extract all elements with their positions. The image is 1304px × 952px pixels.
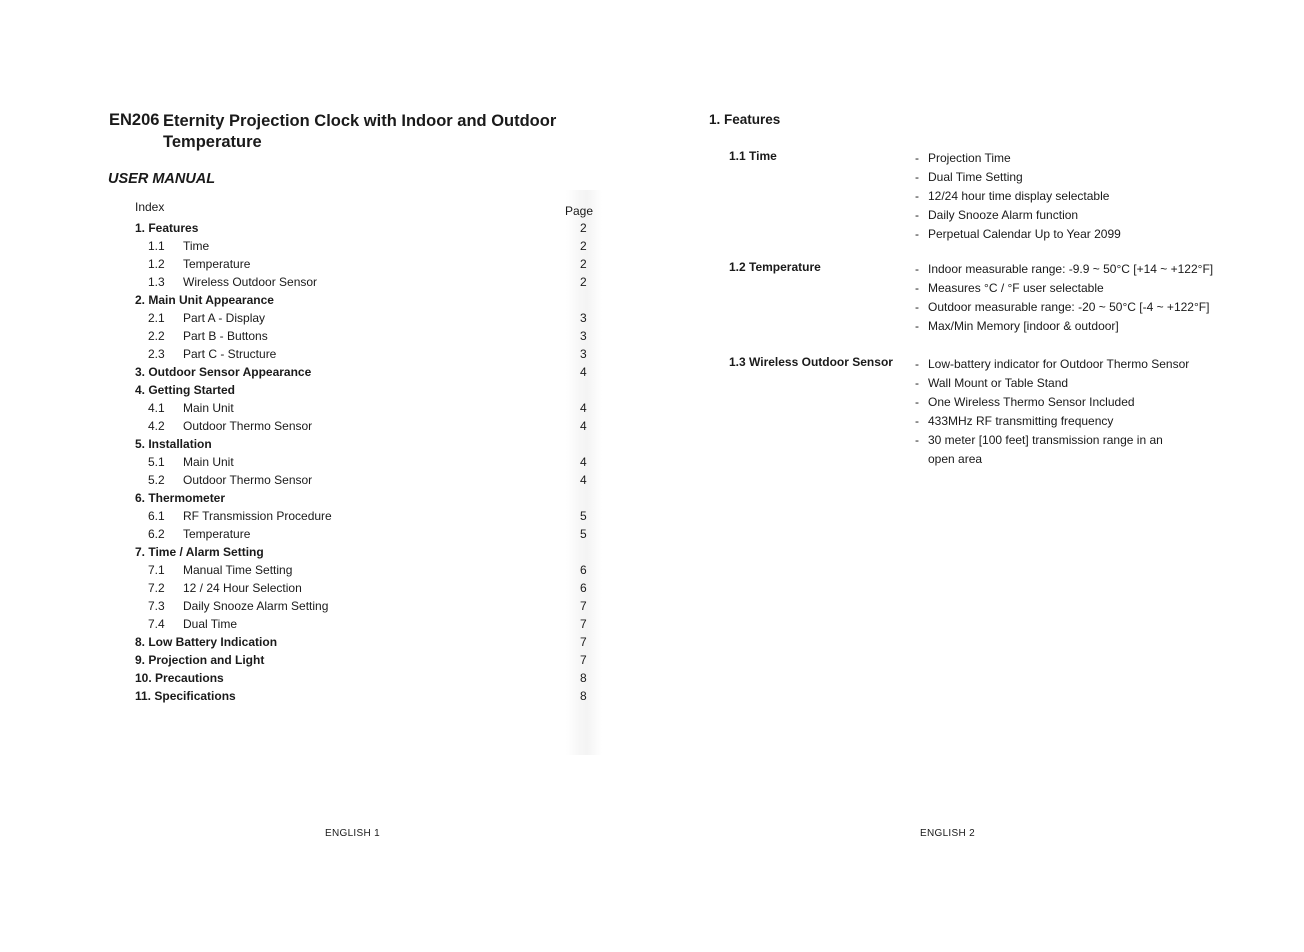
toc-entry-title: Part B - Buttons	[183, 329, 268, 343]
toc-entry-number: 7.2	[148, 581, 165, 595]
bullet-dash: -	[915, 151, 919, 165]
feature-item	[915, 206, 1121, 225]
toc-entry-number: 4.2	[148, 419, 165, 433]
toc-page-number: 8	[580, 689, 587, 703]
toc-entry-title: Wireless Outdoor Sensor	[183, 275, 318, 289]
toc-sub-row	[135, 615, 595, 633]
toc-entry-number: 1.3	[148, 275, 165, 289]
toc-entry-title: Temperature	[183, 257, 251, 271]
feature-item	[915, 298, 1213, 317]
toc-entry-title: 1. Features	[135, 221, 199, 235]
feature-label: 1.1 Time	[729, 149, 777, 163]
toc-chapter-row	[135, 543, 595, 561]
toc-entry-title: Part A - Display	[183, 311, 266, 325]
feature-item	[915, 168, 1121, 187]
toc-header	[135, 200, 595, 219]
feature-label: 1.2 Temperature	[729, 260, 821, 274]
toc-sub-row	[135, 561, 595, 579]
bullet-dash: -	[915, 395, 919, 409]
toc-entry-number: 7.3	[148, 599, 165, 613]
toc-entry-title: 8. Low Battery Indication	[135, 635, 278, 649]
toc-sub-row	[135, 471, 595, 489]
feature-text: Perpetual Calendar Up to Year 2099	[928, 227, 1121, 241]
feature-item	[915, 431, 1189, 450]
toc-page-number: 7	[580, 635, 587, 649]
feature-text: Daily Snooze Alarm function	[928, 208, 1079, 222]
toc-page-number: 2	[580, 221, 587, 235]
toc-sub-row	[135, 399, 595, 417]
feature-text: Dual Time Setting	[928, 170, 1023, 184]
toc-entry-title: Part C - Structure	[183, 347, 277, 361]
toc-entry-title: 7. Time / Alarm Setting	[135, 545, 264, 559]
bullet-dash: -	[915, 208, 919, 222]
bullet-dash: -	[915, 300, 919, 314]
doc-title: Eternity Projection Clock with Indoor and Outdoor Temperature	[163, 112, 557, 151]
toc-sub-row	[135, 237, 595, 255]
bullet-dash: -	[915, 319, 919, 333]
toc-chapter-row	[135, 687, 595, 705]
feature-text: Low-battery indicator for Outdoor Thermo Sensor	[928, 357, 1190, 371]
toc-sub-row	[135, 579, 595, 597]
bullet-dash: -	[915, 189, 919, 203]
toc-entry-title: Manual Time Setting	[183, 563, 293, 577]
bullet-dash: -	[915, 433, 919, 447]
toc-page-number: 2	[580, 257, 587, 271]
toc-entry-title: 2. Main Unit Appearance	[135, 293, 274, 307]
toc-page-number: 4	[580, 473, 587, 487]
toc-page-number: 4	[580, 419, 587, 433]
toc-chapter-row	[135, 651, 595, 669]
toc-sub-row	[135, 453, 595, 471]
toc-page-number: 4	[580, 365, 587, 379]
feature-text: Measures °C / °F user selectable	[928, 281, 1104, 295]
page-right	[652, 0, 1304, 952]
feature-item	[915, 225, 1121, 244]
toc-chapter-row	[135, 219, 595, 237]
doc-code: EN206	[109, 111, 160, 129]
toc-chapter-row	[135, 381, 595, 399]
toc-entry-number: 1.2	[148, 257, 165, 271]
toc-entry-number: 5.1	[148, 455, 165, 469]
toc-sub-row	[135, 417, 595, 435]
toc-entry-title: Time	[183, 239, 210, 253]
toc-page-number: 6	[580, 581, 587, 595]
toc-page-number: 3	[580, 347, 587, 361]
bullet-dash: -	[915, 262, 919, 276]
table-of-contents	[135, 200, 595, 705]
bullet-dash: -	[915, 281, 919, 295]
feature-item	[915, 149, 1121, 168]
feature-item	[915, 412, 1189, 431]
manual-label: USER MANUAL	[108, 171, 216, 187]
toc-page-number: 2	[580, 239, 587, 253]
feature-item	[915, 393, 1189, 412]
feature-text: Indoor measurable range: -9.9 ~ 50°C [+14 ~ +122°F]	[928, 262, 1214, 276]
toc-sub-row	[135, 525, 595, 543]
toc-chapter-row	[135, 669, 595, 687]
toc-page-number: 2	[580, 275, 587, 289]
toc-chapter-row	[135, 633, 595, 651]
toc-page-number: 5	[580, 509, 587, 523]
toc-entry-number: 6.1	[148, 509, 165, 523]
toc-sub-row	[135, 345, 595, 363]
feature-item-continuation: open area	[928, 452, 983, 466]
toc-sub-row	[135, 327, 595, 345]
feature-text: 433MHz RF transmitting frequency	[928, 414, 1114, 428]
toc-page-number: 7	[580, 653, 587, 667]
toc-entry-title: 4. Getting Started	[135, 383, 236, 397]
toc-entry-title: Daily Snooze Alarm Setting	[183, 599, 329, 613]
toc-entry-number: 2.1	[148, 311, 165, 325]
toc-page-number: 3	[580, 311, 587, 325]
bullet-dash: -	[915, 357, 919, 371]
toc-entry-title: Dual Time	[183, 617, 238, 631]
toc-chapter-row	[135, 489, 595, 507]
toc-page-number: 6	[580, 563, 587, 577]
toc-entry-number: 6.2	[148, 527, 165, 541]
toc-sub-row	[135, 273, 595, 291]
toc-page-number: 5	[580, 527, 587, 541]
feature-label: 1.3 Wireless Outdoor Sensor	[729, 355, 893, 369]
feature-text: 30 meter [100 feet] transmission range in an	[928, 433, 1163, 447]
toc-entry-number: 5.2	[148, 473, 165, 487]
toc-chapter-row	[135, 291, 595, 309]
toc-sub-row	[135, 255, 595, 273]
feature-item	[915, 279, 1213, 298]
feature-text: Outdoor measurable range: -20 ~ 50°C [-4 ~ +122°F]	[928, 300, 1210, 314]
feature-text: Max/Min Memory [indoor & outdoor]	[928, 319, 1119, 333]
toc-entry-title: 5. Installation	[135, 437, 212, 451]
toc-page-number: 7	[580, 599, 587, 613]
page-footer: ENGLISH 2	[920, 828, 975, 839]
toc-entry-title: 11. Specifications	[135, 689, 236, 703]
feature-item	[915, 187, 1121, 206]
toc-entry-number: 7.4	[148, 617, 165, 631]
toc-entry-title: Main Unit	[183, 401, 234, 415]
bullet-dash: -	[915, 414, 919, 428]
index-header: Index	[135, 200, 165, 214]
feature-item	[915, 317, 1213, 336]
bullet-dash: -	[915, 376, 919, 390]
toc-page-number: 4	[580, 455, 587, 469]
toc-entry-number: 1.1	[148, 239, 165, 253]
toc-entry-title: Main Unit	[183, 455, 234, 469]
page-header: Page	[565, 204, 594, 218]
toc-chapter-row	[135, 435, 595, 453]
feature-text: 12/24 hour time display selectable	[928, 189, 1110, 203]
feature-item	[915, 374, 1189, 393]
toc-entry-title: Outdoor Thermo Sensor	[183, 419, 313, 433]
toc-page-number: 7	[580, 617, 587, 631]
feature-list	[915, 355, 1189, 469]
toc-chapter-row	[135, 363, 595, 381]
toc-entry-number: 2.3	[148, 347, 165, 361]
bullet-dash: -	[915, 227, 919, 241]
feature-list	[915, 260, 1213, 336]
feature-text: Wall Mount or Table Stand	[928, 376, 1069, 390]
bullet-dash: -	[915, 170, 919, 184]
toc-list	[135, 219, 595, 705]
feature-item	[915, 355, 1189, 374]
section-heading: 1. Features	[709, 112, 781, 127]
toc-entry-title: RF Transmission Procedure	[183, 509, 332, 523]
toc-page-number: 8	[580, 671, 587, 685]
toc-sub-row	[135, 597, 595, 615]
toc-entry-title: 9. Projection and Light	[135, 653, 265, 667]
toc-entry-number: 4.1	[148, 401, 165, 415]
feature-text: One Wireless Thermo Sensor Included	[928, 395, 1135, 409]
toc-sub-row	[135, 507, 595, 525]
page-footer: ENGLISH 1	[325, 828, 380, 839]
feature-text: Projection Time	[928, 151, 1011, 165]
toc-entry-title: Outdoor Thermo Sensor	[183, 473, 313, 487]
toc-page-number: 3	[580, 329, 587, 343]
toc-sub-row	[135, 309, 595, 327]
feature-list	[915, 149, 1121, 244]
toc-entry-title: Temperature	[183, 527, 251, 541]
toc-entry-title: 12 / 24 Hour Selection	[183, 581, 302, 595]
toc-page-number: 4	[580, 401, 587, 415]
toc-entry-number: 7.1	[148, 563, 165, 577]
toc-entry-title: 10. Precautions	[135, 671, 224, 685]
toc-entry-title: 6. Thermometer	[135, 491, 226, 505]
toc-entry-number: 2.2	[148, 329, 165, 343]
toc-entry-title: 3. Outdoor Sensor Appearance	[135, 365, 312, 379]
feature-item	[915, 260, 1213, 279]
